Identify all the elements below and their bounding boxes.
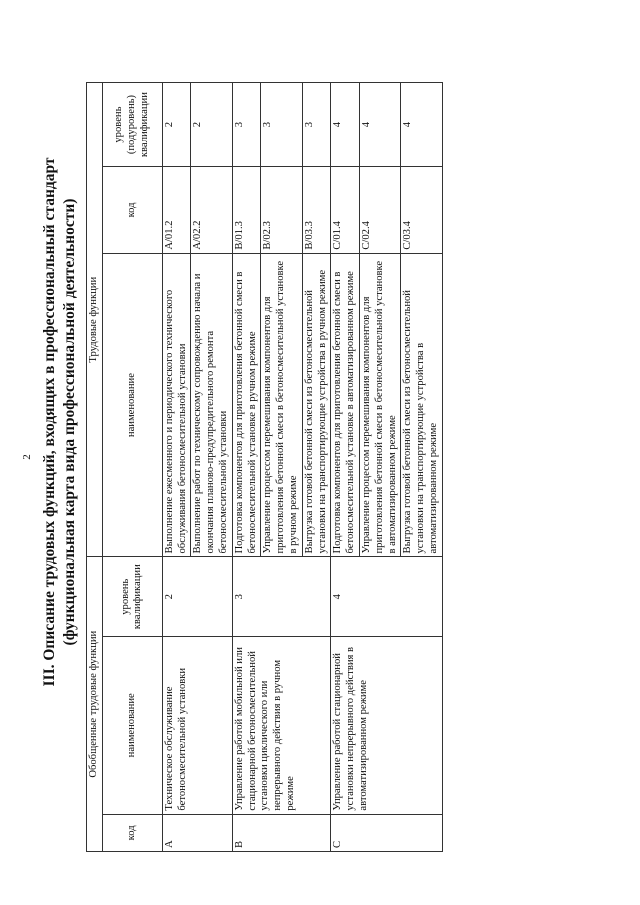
func-sublevel-header: уровень (подуровень) квалификации [102, 83, 162, 167]
labor-functions-header: Трудовые функции [87, 83, 103, 557]
function-level: 2 [162, 83, 191, 167]
title-line-1: III. Описание трудовых функций, входящих в профессиональный стандарт [41, 157, 58, 687]
group-level: 3 [232, 557, 331, 637]
group-name: Техническое обслуживание бетоносмесительной установки [162, 636, 232, 814]
group-code: B [232, 814, 331, 851]
gen-code-header: код [102, 814, 162, 851]
generalized-functions-header: Обобщенные трудовые функции [87, 557, 103, 852]
function-name: Выполнение ежесменного и периодического технического обслуживания бетоносмесительной установки [162, 253, 191, 557]
function-name: Управление процессом перемешивания компонентов для приготовления бетонной смеси в бетоносмесительной установке в ручном режиме [261, 253, 302, 557]
function-level: 4 [401, 83, 442, 167]
function-name: Выгрузка готовой бетонной смеси из бетоносмесительной установки на транспортирующие устройства в автоматизированном режиме [401, 253, 442, 557]
gen-name-header: наименование [102, 636, 162, 814]
function-code: B/01.3 [232, 167, 261, 253]
table-row [232, 83, 261, 852]
function-name: Управление процессом перемешивания компонентов для приготовления бетонной смеси в бетоносмесительной установке в автоматизированном режиме [359, 253, 400, 557]
document-title [40, 12, 80, 832]
function-name: Подготовка компонентов для приготовления бетонной смеси в бетоносмесительной установке в ручном режиме [232, 253, 261, 557]
title-line-2: (функциональная карта вида профессиональной деятельности) [61, 198, 78, 646]
function-level: 3 [261, 83, 302, 167]
group-name: Управление работой стационарной установки непрерывного действия в автоматизированном режиме [331, 636, 442, 814]
gen-level-header: уровень квалификации [102, 557, 162, 637]
function-code: A/01.2 [162, 167, 191, 253]
function-level: 4 [359, 83, 400, 167]
group-code: A [162, 814, 232, 851]
group-level: 2 [162, 557, 232, 637]
page-number: 2 [20, 454, 33, 460]
function-code: C/02.4 [359, 167, 400, 253]
functional-map-table [86, 82, 443, 852]
function-name: Подготовка компонентов для приготовления бетонной смеси в бетоносмесительной установке в автоматизированном режиме [331, 253, 360, 557]
function-level: 3 [302, 83, 331, 167]
func-name-header: наименование [102, 253, 162, 557]
function-name: Выполнение работ по техническому сопровождению начала и окончания планово-предупредительного ремонта бетоносмесительной установки [191, 253, 232, 557]
group-level: 4 [331, 557, 442, 637]
function-level: 2 [191, 83, 232, 167]
function-name: Выгрузка готовой бетонной смеси из бетоносмесительной установки на транспортирующие устройства в ручном режиме [302, 253, 331, 557]
table-row [162, 83, 191, 852]
group-code: C [331, 814, 442, 851]
function-level: 4 [331, 83, 360, 167]
group-name: Управление работой мобильной или стационарной бетоносмесительной установки циклического или непрерывного действия в ручном режиме [232, 636, 331, 814]
function-code: B/03.3 [302, 167, 331, 253]
function-code: C/03.4 [401, 167, 442, 253]
rotated-page-content [40, 12, 600, 892]
function-code: C/01.4 [331, 167, 360, 253]
function-code: B/02.3 [261, 167, 302, 253]
function-code: A/02.2 [191, 167, 232, 253]
func-code-header: код [102, 167, 162, 253]
function-level: 3 [232, 83, 261, 167]
table-row [331, 83, 360, 852]
